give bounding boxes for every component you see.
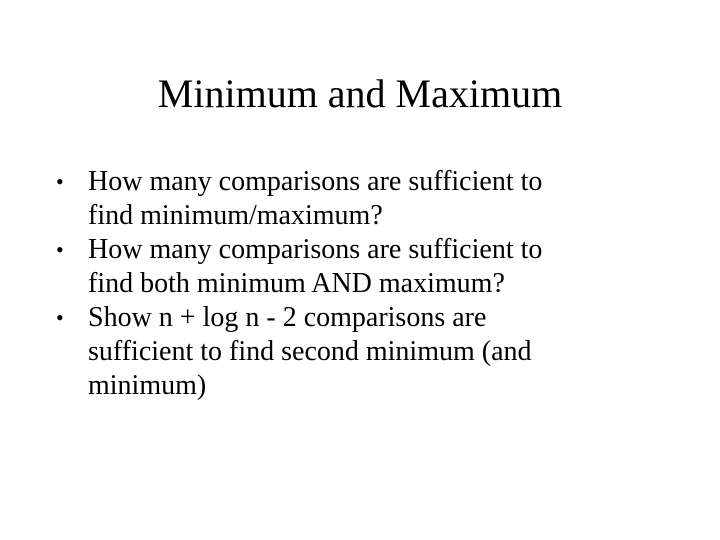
bullet-line: Show n + log n - 2 comparisons are bbox=[88, 302, 487, 333]
bullet-line: minimum) bbox=[88, 370, 207, 401]
bullet-icon: • bbox=[56, 305, 64, 330]
bullet-line: sufficient to find second minimum (and bbox=[88, 336, 532, 367]
bullet-line: How many comparisons are sufficient to bbox=[88, 234, 543, 265]
bullet-list bbox=[56, 165, 656, 403]
bullet-line: How many comparisons are sufficient to bbox=[88, 166, 543, 197]
bullet-item-3 bbox=[56, 301, 656, 403]
bullet-line: find minimum/maximum? bbox=[88, 200, 383, 231]
bullet-icon: • bbox=[56, 169, 64, 194]
bullet-line: find both minimum AND maximum? bbox=[88, 268, 505, 299]
bullet-icon: • bbox=[56, 237, 64, 262]
slide-title: Minimum and Maximum bbox=[157, 71, 563, 116]
bullet-item-1 bbox=[56, 165, 656, 233]
bullet-item-2 bbox=[56, 233, 656, 301]
